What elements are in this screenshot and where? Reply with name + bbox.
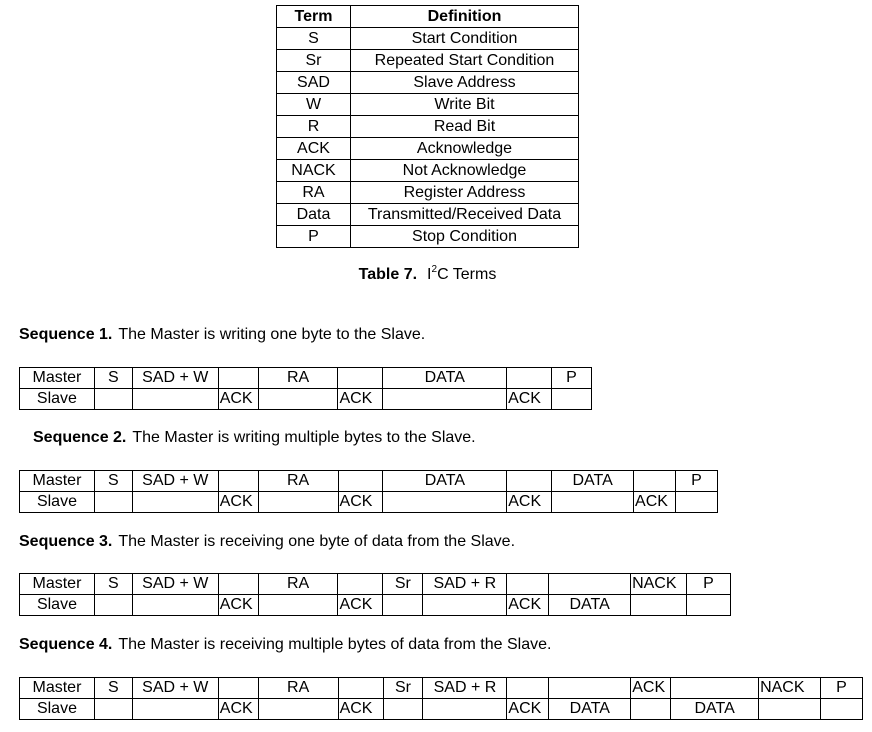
- master-row: [20, 574, 731, 595]
- master-row: [20, 678, 863, 699]
- slave-cell: ACK: [218, 595, 258, 616]
- master-cell: P: [687, 574, 731, 595]
- slave-cell: [383, 699, 423, 720]
- definition-cell: Read Bit: [351, 116, 579, 138]
- master-row-label: Master: [20, 678, 95, 699]
- definition-cell: Transmitted/Received Data: [351, 204, 579, 226]
- definition-column-header: Definition: [351, 6, 579, 28]
- table-caption: [276, 266, 579, 284]
- term-cell: ACK: [277, 138, 351, 160]
- master-cell: RA: [258, 678, 338, 699]
- slave-row-label: Slave: [20, 699, 95, 720]
- slave-cell: ACK: [218, 492, 258, 513]
- slave-cell: [383, 389, 507, 410]
- slave-cell: [258, 595, 338, 616]
- term-cell: W: [277, 94, 351, 116]
- master-cell: RA: [258, 471, 338, 492]
- term-cell: P: [277, 226, 351, 248]
- slave-cell: [383, 595, 423, 616]
- master-cell: SAD + R: [423, 678, 507, 699]
- terms-row: [277, 160, 579, 182]
- sequence-3-label: Sequence 3.: [19, 533, 113, 550]
- master-cell: [549, 678, 631, 699]
- slave-cell: [132, 595, 218, 616]
- slave-row: [20, 492, 718, 513]
- master-cell: [634, 471, 676, 492]
- slave-cell: ACK: [338, 699, 383, 720]
- caption-label: Table 7.: [358, 266, 418, 283]
- master-cell: Sr: [383, 678, 423, 699]
- slave-cell: [258, 699, 338, 720]
- slave-cell: [132, 699, 218, 720]
- master-row: [20, 368, 592, 389]
- master-cell: [671, 678, 759, 699]
- slave-cell: ACK: [218, 389, 258, 410]
- master-cell: [338, 574, 383, 595]
- slave-cell: ACK: [507, 595, 549, 616]
- terms-row: [277, 50, 579, 72]
- master-cell: S: [94, 678, 132, 699]
- master-cell: [218, 574, 258, 595]
- sequence-2-heading: [33, 429, 476, 447]
- slave-cell: [676, 492, 718, 513]
- slave-cell: [552, 389, 592, 410]
- slave-cell: ACK: [338, 595, 383, 616]
- terms-row: [277, 138, 579, 160]
- definition-cell: Not Acknowledge: [351, 160, 579, 182]
- sequence-4-heading: [19, 636, 551, 654]
- master-cell: S: [94, 471, 132, 492]
- master-cell: P: [821, 678, 863, 699]
- slave-cell: [383, 492, 507, 513]
- slave-cell: [759, 699, 821, 720]
- terms-row: [277, 72, 579, 94]
- definition-cell: Register Address: [351, 182, 579, 204]
- sequence-2-label: Sequence 2.: [33, 429, 127, 446]
- definition-cell: Stop Condition: [351, 226, 579, 248]
- master-cell: [218, 678, 258, 699]
- sequence-3-description: The Master is receiving one byte of data from the Slave.: [118, 533, 516, 550]
- sequence-1-description: The Master is writing one byte to the Slave.: [118, 326, 426, 343]
- sequence-1-heading: [19, 326, 425, 344]
- terms-row: [277, 116, 579, 138]
- master-cell: S: [94, 574, 132, 595]
- slave-cell: ACK: [507, 492, 552, 513]
- master-cell: [218, 368, 258, 389]
- master-cell: [507, 368, 552, 389]
- slave-cell: ACK: [338, 492, 383, 513]
- slave-cell: ACK: [338, 389, 383, 410]
- sequence-4-description: The Master is receiving multiple bytes of data from the Slave.: [118, 636, 552, 653]
- sequence-1-table: [19, 367, 592, 410]
- sequence-4-label: Sequence 4.: [19, 636, 113, 653]
- master-cell: [507, 471, 552, 492]
- sequence-3-heading: [19, 533, 515, 551]
- master-cell: P: [552, 368, 592, 389]
- definition-cell: Start Condition: [351, 28, 579, 50]
- slave-cell: DATA: [549, 699, 631, 720]
- definition-cell: Acknowledge: [351, 138, 579, 160]
- terms-row: [277, 94, 579, 116]
- term-cell: RA: [277, 182, 351, 204]
- sequence-2-table: [19, 470, 718, 513]
- slave-row: [20, 389, 592, 410]
- master-cell: [507, 574, 549, 595]
- slave-cell: [94, 595, 132, 616]
- slave-cell: [132, 389, 218, 410]
- slave-row-label: Slave: [20, 492, 95, 513]
- definition-cell: Slave Address: [351, 72, 579, 94]
- slave-cell: [423, 595, 507, 616]
- terms-header-row: [277, 6, 579, 28]
- master-row-label: Master: [20, 368, 95, 389]
- master-row-label: Master: [20, 574, 95, 595]
- slave-cell: [94, 699, 132, 720]
- master-cell: S: [94, 368, 132, 389]
- terms-table: [276, 5, 579, 248]
- slave-cell: DATA: [549, 595, 631, 616]
- slave-row-label: Slave: [20, 595, 95, 616]
- caption-text-post: C Terms: [437, 266, 497, 283]
- terms-row: [277, 204, 579, 226]
- slave-cell: [258, 492, 338, 513]
- slave-row: [20, 699, 863, 720]
- slave-cell: [631, 595, 687, 616]
- master-cell: [338, 678, 383, 699]
- slave-cell: [94, 492, 132, 513]
- slave-cell: ACK: [507, 389, 552, 410]
- master-cell: SAD + W: [132, 678, 218, 699]
- caption-text-sup: 2: [431, 264, 438, 275]
- slave-cell: [258, 389, 338, 410]
- slave-cell: [552, 492, 634, 513]
- master-cell: SAD + W: [132, 574, 218, 595]
- master-cell: SAD + W: [132, 368, 218, 389]
- slave-cell: [94, 389, 132, 410]
- master-cell: RA: [258, 368, 338, 389]
- slave-cell: [687, 595, 731, 616]
- master-cell: [218, 471, 258, 492]
- terms-row: [277, 226, 579, 248]
- slave-row-label: Slave: [20, 389, 95, 410]
- term-cell: R: [277, 116, 351, 138]
- master-cell: [549, 574, 631, 595]
- master-cell: P: [676, 471, 718, 492]
- slave-cell: [132, 492, 218, 513]
- term-cell: SAD: [277, 72, 351, 94]
- master-cell: RA: [258, 574, 338, 595]
- definition-cell: Repeated Start Condition: [351, 50, 579, 72]
- master-cell: DATA: [383, 368, 507, 389]
- slave-row: [20, 595, 731, 616]
- master-cell: Sr: [383, 574, 423, 595]
- slave-cell: ACK: [634, 492, 676, 513]
- term-cell: S: [277, 28, 351, 50]
- term-cell: Data: [277, 204, 351, 226]
- master-cell: NACK: [631, 574, 687, 595]
- terms-row: [277, 28, 579, 50]
- term-column-header: Term: [277, 6, 351, 28]
- sequence-4-table: [19, 677, 863, 720]
- master-cell: DATA: [383, 471, 507, 492]
- master-cell: [338, 471, 383, 492]
- master-cell: [507, 678, 549, 699]
- slave-cell: ACK: [218, 699, 258, 720]
- master-cell: DATA: [552, 471, 634, 492]
- master-cell: ACK: [631, 678, 671, 699]
- term-cell: Sr: [277, 50, 351, 72]
- slave-cell: DATA: [671, 699, 759, 720]
- terms-row: [277, 182, 579, 204]
- master-cell: [338, 368, 383, 389]
- master-cell: SAD + R: [423, 574, 507, 595]
- master-cell: NACK: [759, 678, 821, 699]
- slave-cell: [423, 699, 507, 720]
- master-cell: SAD + W: [132, 471, 218, 492]
- slave-cell: [631, 699, 671, 720]
- term-cell: NACK: [277, 160, 351, 182]
- definition-cell: Write Bit: [351, 94, 579, 116]
- sequence-2-description: The Master is writing multiple bytes to the Slave.: [132, 429, 476, 446]
- slave-cell: [821, 699, 863, 720]
- caption-text-pre: I: [427, 266, 432, 283]
- slave-cell: ACK: [507, 699, 549, 720]
- master-row: [20, 471, 718, 492]
- sequence-3-table: [19, 573, 731, 616]
- sequence-1-label: Sequence 1.: [19, 326, 113, 343]
- master-row-label: Master: [20, 471, 95, 492]
